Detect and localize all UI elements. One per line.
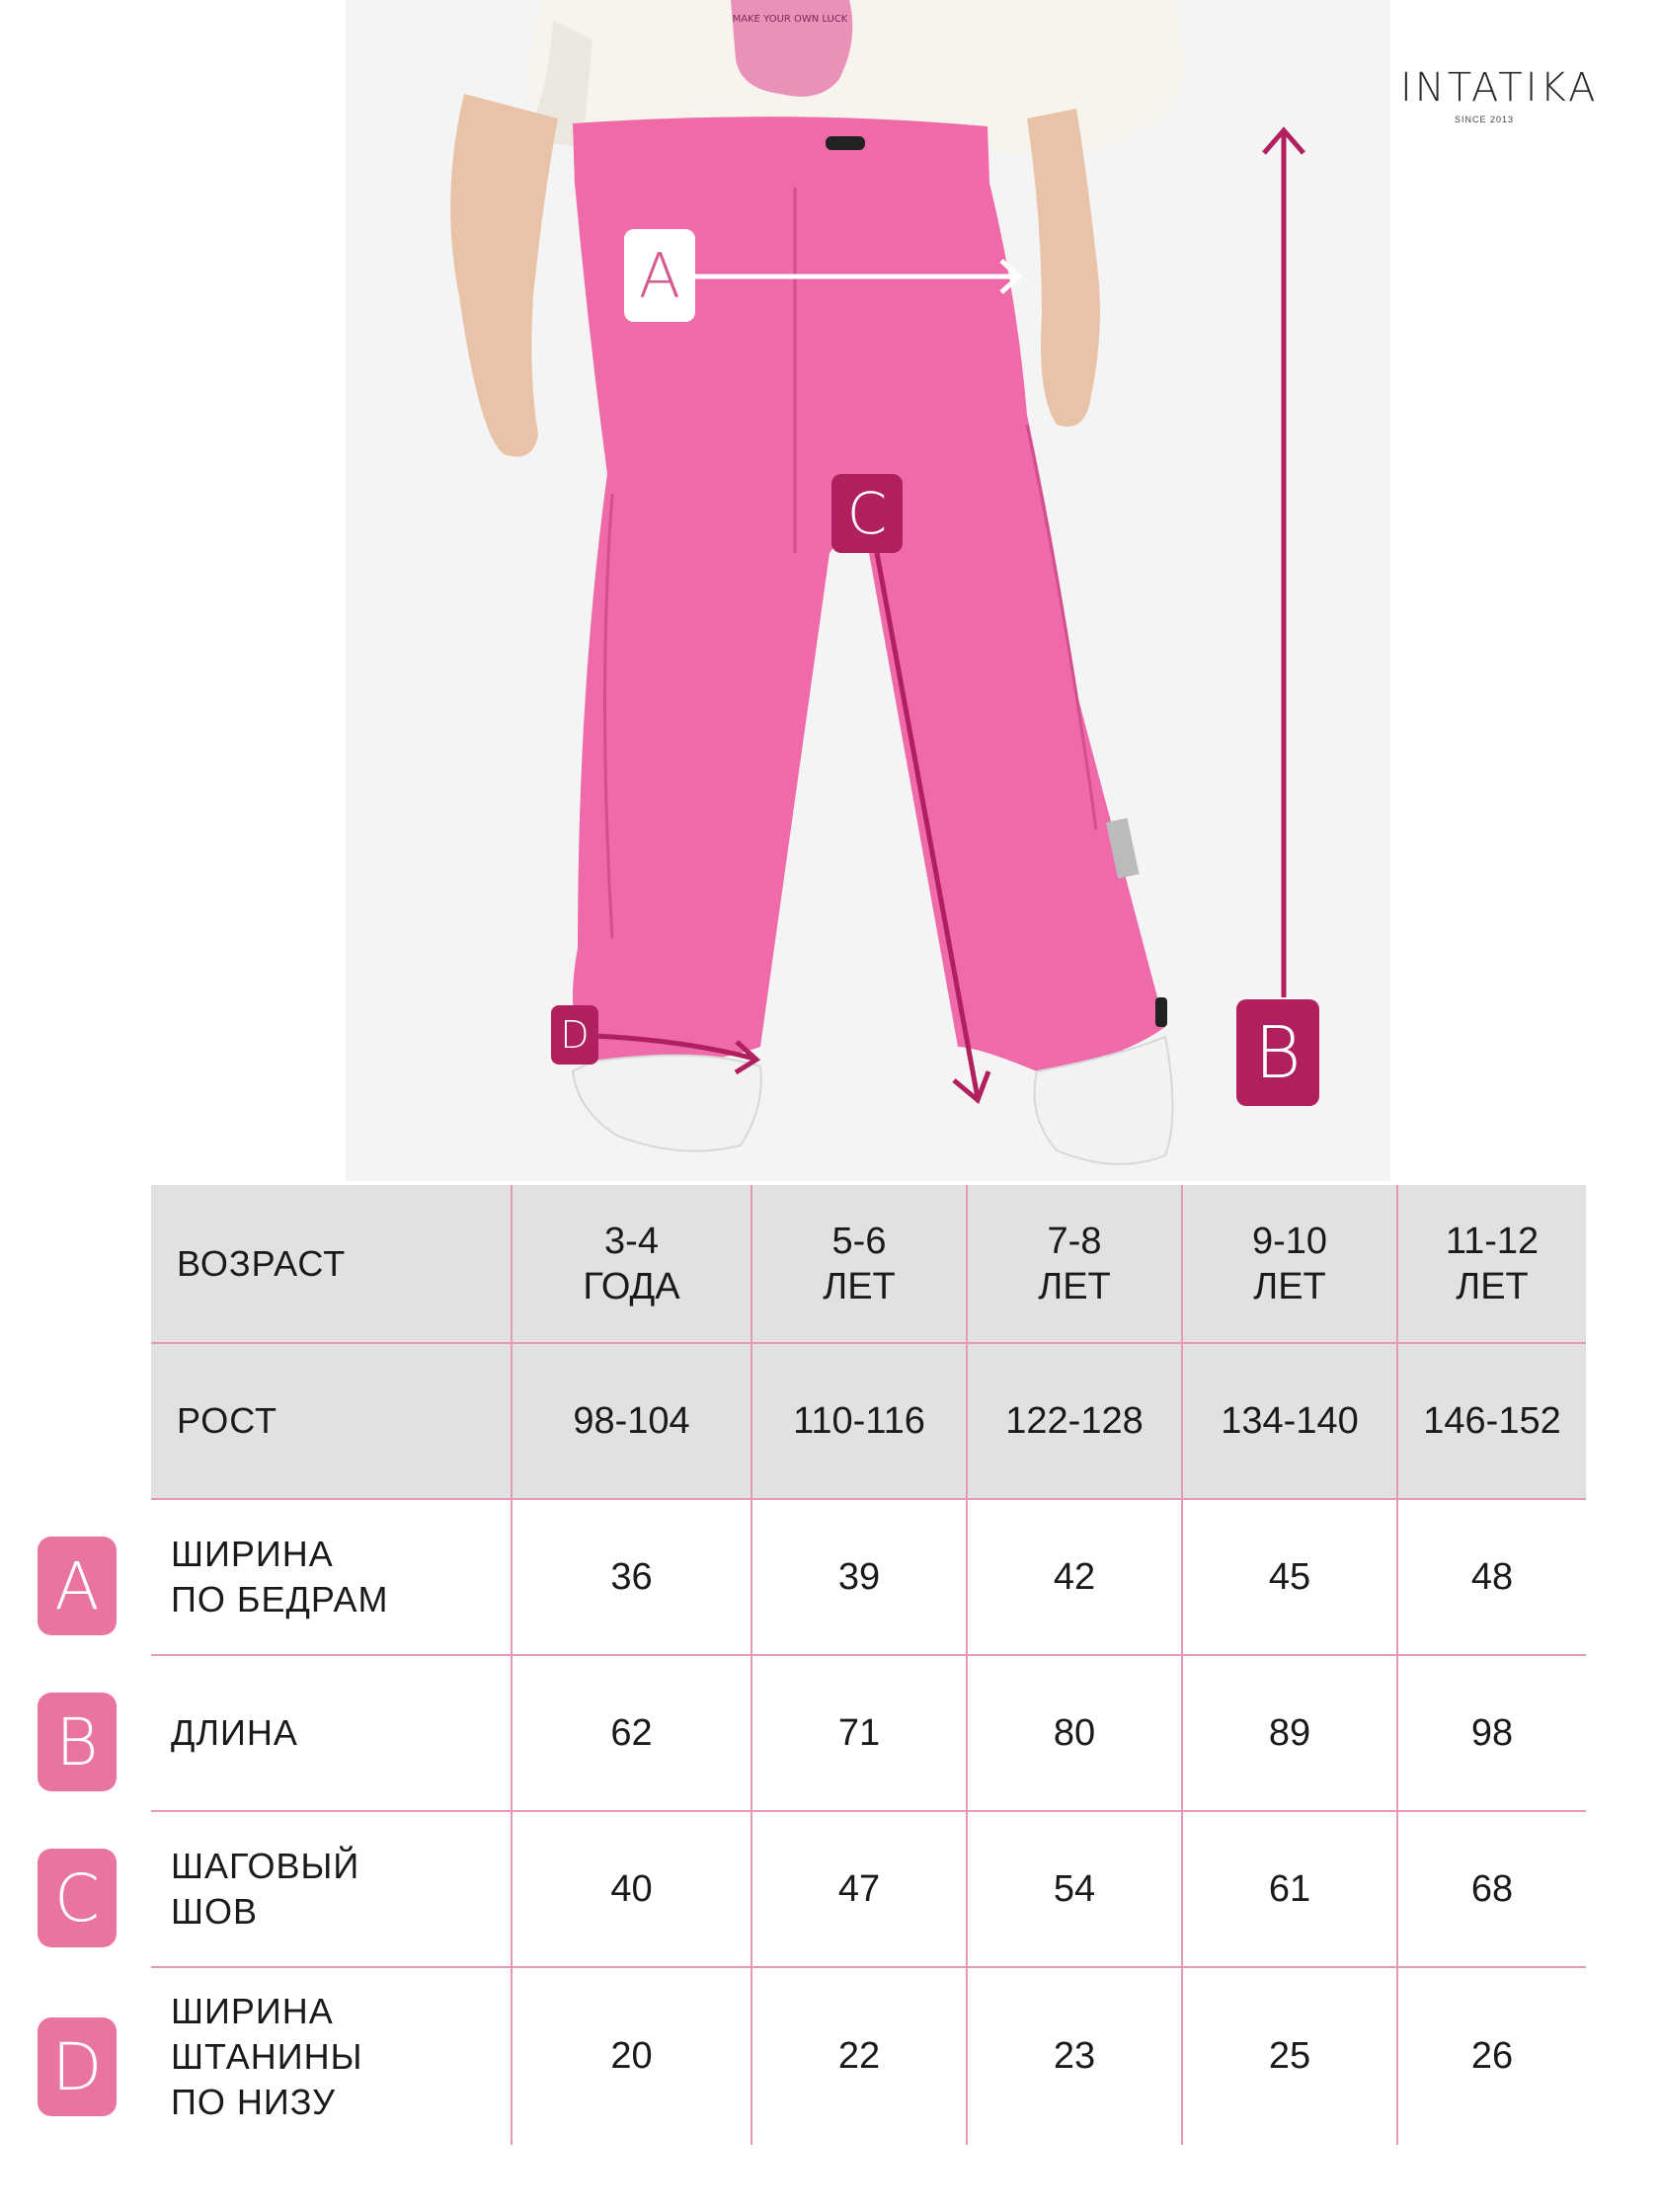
svg-text:MAKE YOUR OWN LUCK: MAKE YOUR OWN LUCK xyxy=(732,14,848,25)
value-cell: 22 xyxy=(751,1967,967,2145)
value-cell: 71 xyxy=(751,1655,967,1811)
value-cell: 89 xyxy=(1182,1655,1397,1811)
value-cell: 20 xyxy=(512,1967,751,2145)
table-row xyxy=(151,1967,1586,2145)
table-row xyxy=(151,1655,1586,1811)
product-photo xyxy=(346,0,1390,1181)
table-row xyxy=(151,1499,1586,1655)
height-row xyxy=(151,1343,1586,1499)
value-cell: 25 xyxy=(1182,1967,1397,2145)
age-label: ВОЗРАСТ xyxy=(151,1185,512,1343)
marker-c-label: C xyxy=(846,480,888,547)
marker-d xyxy=(551,1005,598,1065)
row-icon-b: B xyxy=(38,1693,117,1791)
value-cell: 23 xyxy=(967,1967,1182,2145)
marker-c xyxy=(831,474,903,553)
brand-name: INTATIKA xyxy=(1400,65,1599,111)
age-cell: 3-4 ГОДА xyxy=(512,1185,751,1343)
value-cell: 42 xyxy=(967,1499,1182,1655)
pants-illustration xyxy=(346,0,1390,1181)
value-cell: 68 xyxy=(1397,1811,1586,1967)
brand-since: SINCE 2013 xyxy=(1454,115,1515,124)
value-cell: 40 xyxy=(512,1811,751,1967)
row-label: ДЛИНА xyxy=(151,1655,512,1811)
row-icon-d: D xyxy=(38,2017,117,2116)
age-cell: 11-12 ЛЕТ xyxy=(1397,1185,1586,1343)
age-cell: 9-10 ЛЕТ xyxy=(1182,1185,1397,1343)
height-cell: 134-140 xyxy=(1182,1343,1397,1499)
value-cell: 36 xyxy=(512,1499,751,1655)
marker-a xyxy=(624,229,695,322)
height-cell: 98-104 xyxy=(512,1343,751,1499)
row-icon-c: C xyxy=(38,1849,117,1947)
value-cell: 61 xyxy=(1182,1811,1397,1967)
age-cell: 5-6 ЛЕТ xyxy=(751,1185,967,1343)
value-cell: 54 xyxy=(967,1811,1182,1967)
row-label: ШИРИНА ШТАНИНЫ ПО НИЗУ xyxy=(151,1967,512,2145)
marker-b-label: B xyxy=(1254,1011,1302,1094)
height-label: РОСТ xyxy=(151,1343,512,1499)
size-chart-table xyxy=(151,1185,1586,2145)
table-row xyxy=(151,1811,1586,1967)
marker-b xyxy=(1236,999,1319,1106)
brand-logo xyxy=(1400,65,1599,124)
height-cell: 146-152 xyxy=(1397,1343,1586,1499)
value-cell: 48 xyxy=(1397,1499,1586,1655)
shirt-print xyxy=(731,0,852,97)
height-cell: 122-128 xyxy=(967,1343,1182,1499)
marker-a-label: A xyxy=(638,239,681,312)
value-cell: 47 xyxy=(751,1811,967,1967)
value-cell: 80 xyxy=(967,1655,1182,1811)
row-label: ШАГОВЫЙ ШОВ xyxy=(151,1811,512,1967)
age-cell: 7-8 ЛЕТ xyxy=(967,1185,1182,1343)
height-cell: 110-116 xyxy=(751,1343,967,1499)
value-cell: 39 xyxy=(751,1499,967,1655)
value-cell: 98 xyxy=(1397,1655,1586,1811)
row-label: ШИРИНА ПО БЕДРАМ xyxy=(151,1499,512,1655)
age-row xyxy=(151,1185,1586,1343)
value-cell: 45 xyxy=(1182,1499,1397,1655)
row-icon-a: A xyxy=(38,1537,117,1635)
value-cell: 26 xyxy=(1470,2035,1514,2077)
value-cell: 62 xyxy=(512,1655,751,1811)
marker-d-label: D xyxy=(560,1013,590,1057)
